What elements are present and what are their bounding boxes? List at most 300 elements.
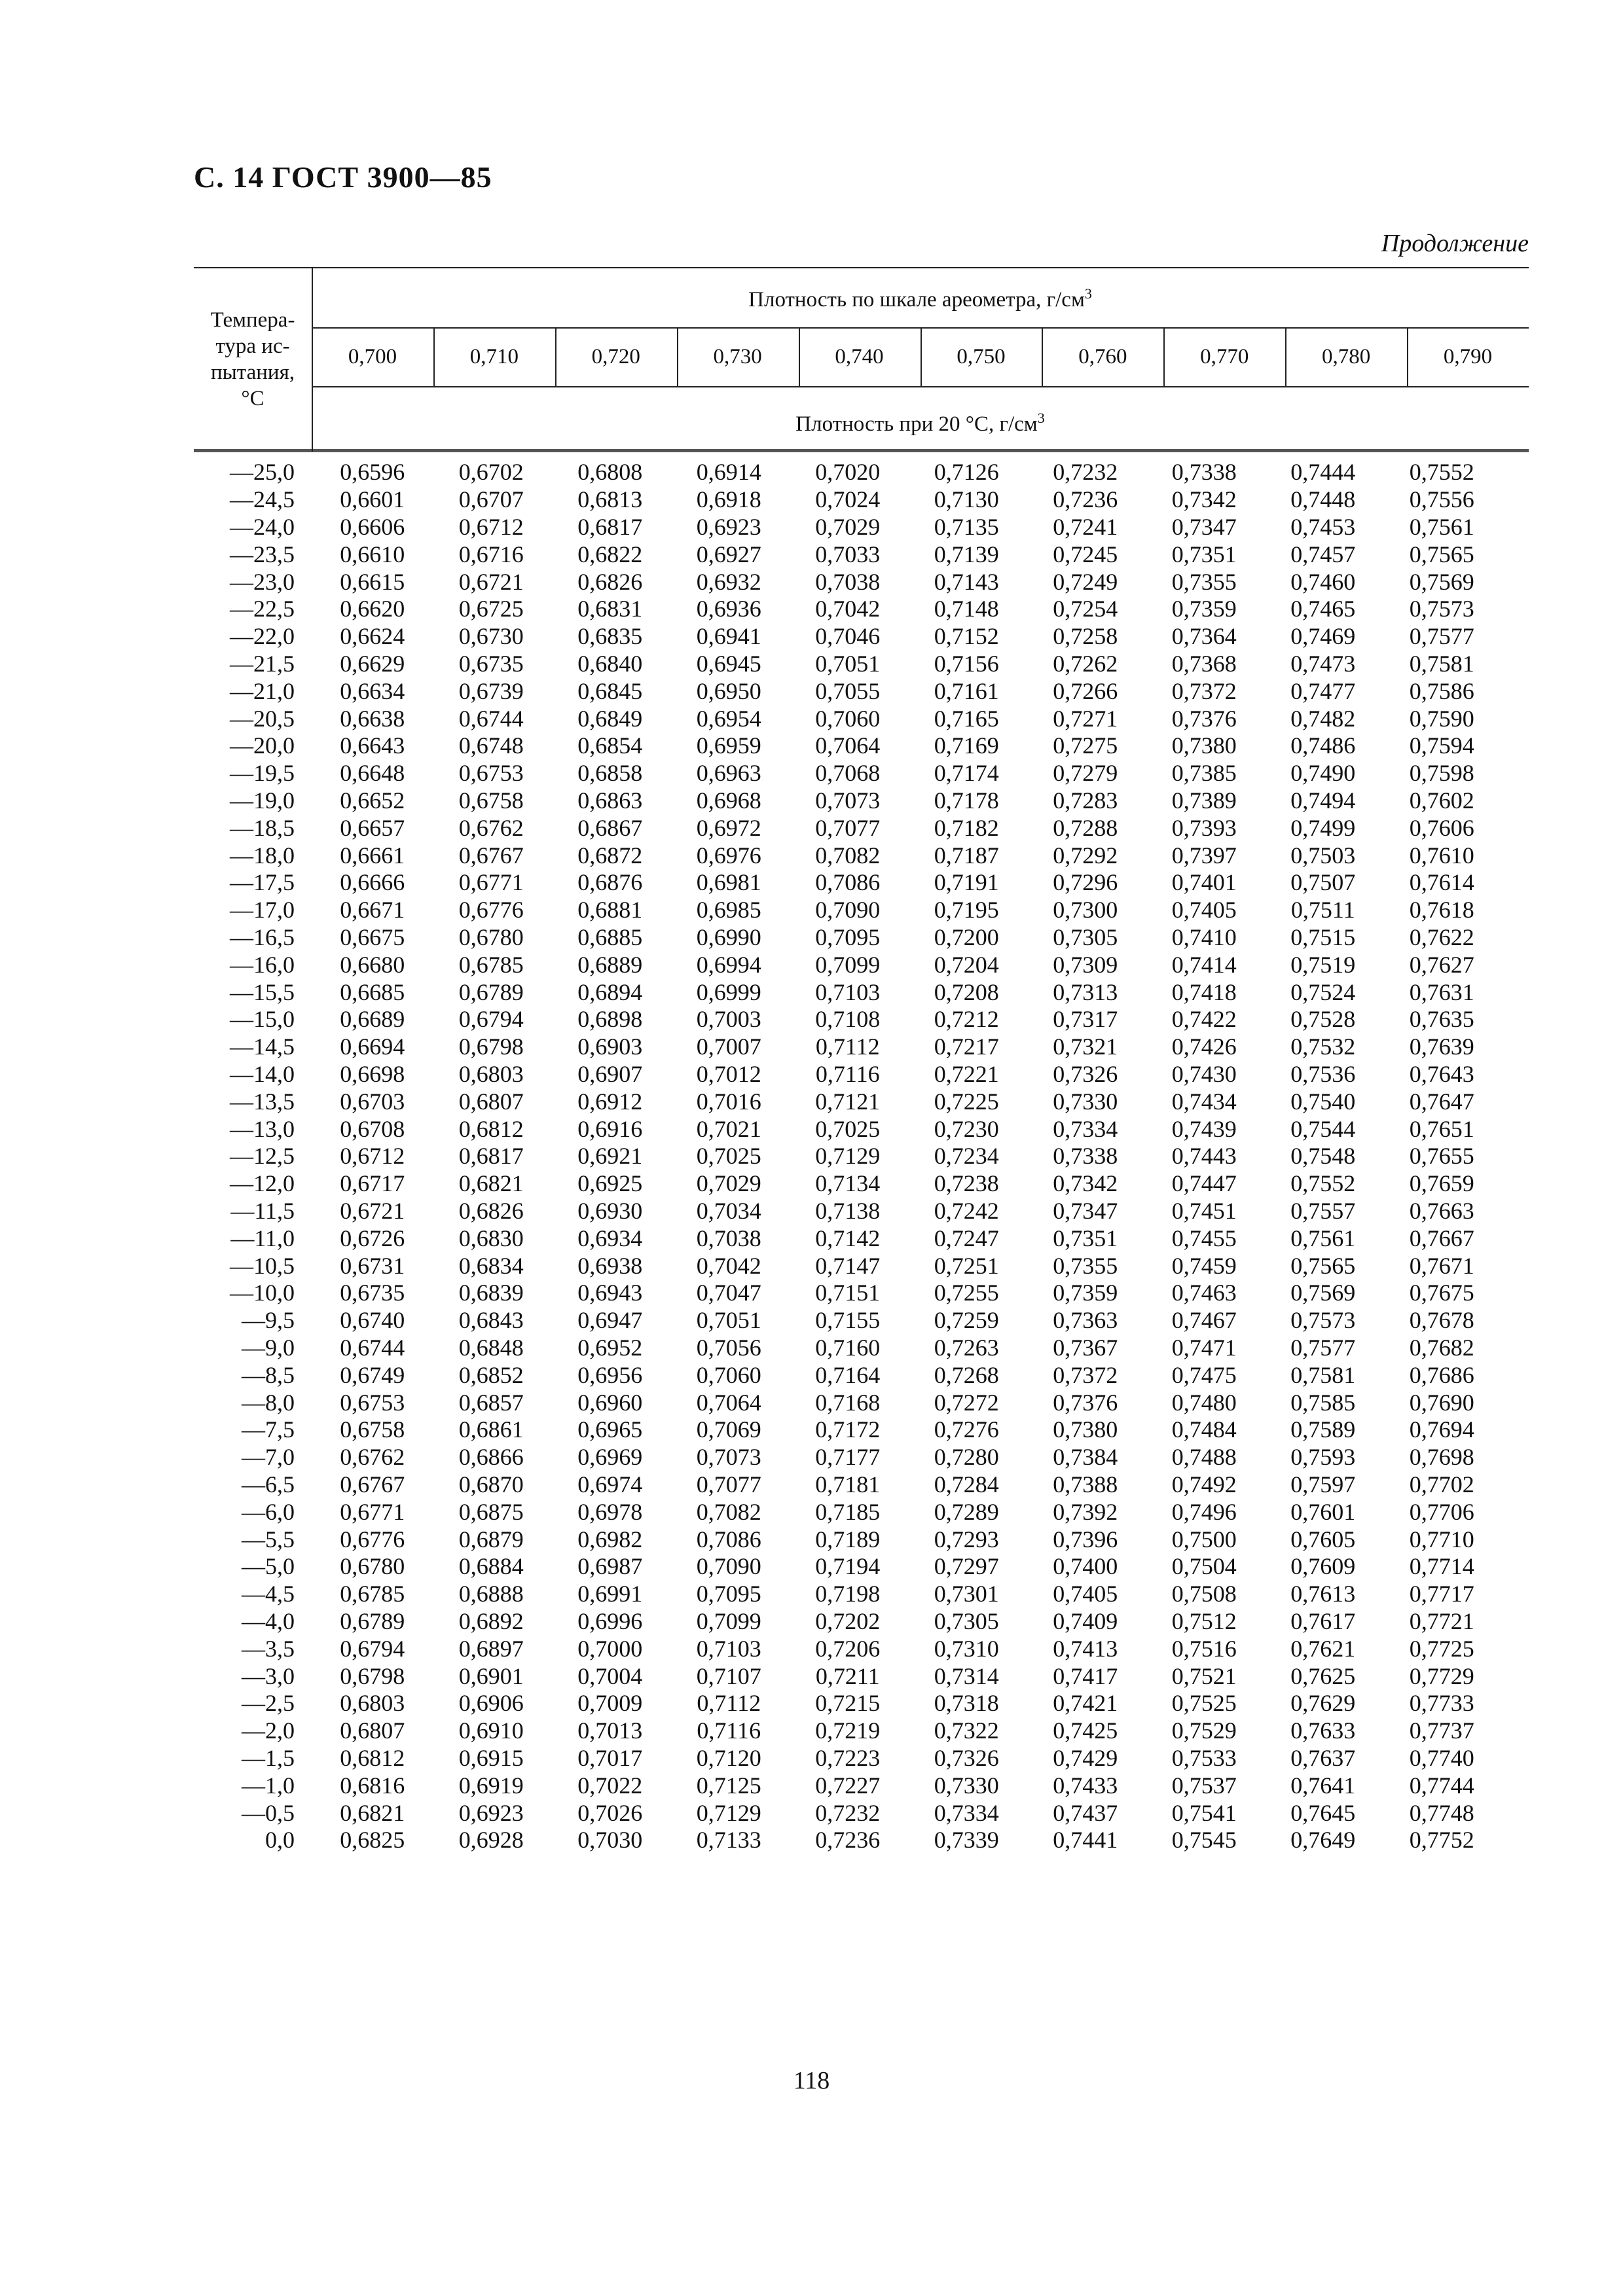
density-cell: 0,7211 [815, 1663, 880, 1689]
density-cell: 0,7477 [1290, 678, 1356, 704]
table-row [194, 1225, 1529, 1252]
density-cell: 0,7444 [1290, 459, 1356, 485]
density-cell: 0,6861 [458, 1416, 524, 1443]
density-20-label: Плотность при 20 °С, г/см [795, 412, 1038, 436]
temperature-cell: —20,5 [230, 706, 295, 732]
density-cell: 0,7585 [1290, 1390, 1356, 1416]
density-cell: 0,7060 [815, 706, 881, 732]
column-divider [1042, 327, 1043, 386]
density-cell: 0,7330 [1053, 1088, 1118, 1115]
density-cell: 0,7418 [1171, 979, 1237, 1005]
density-cell: 0,7038 [815, 569, 881, 595]
density-cell: 0,7389 [1171, 787, 1237, 814]
density-cell: 0,6947 [577, 1307, 643, 1333]
density-cell: 0,6803 [458, 1061, 524, 1087]
density-cell: 0,6881 [577, 897, 643, 923]
density-cell: 0,7372 [1171, 678, 1237, 704]
density-cell: 0,7293 [934, 1526, 999, 1552]
table-row [194, 896, 1529, 924]
density-cell: 0,6789 [340, 1608, 405, 1634]
density-cell: 0,7142 [815, 1225, 881, 1251]
density-cell: 0,7112 [697, 1690, 761, 1716]
density-cell: 0,7234 [934, 1143, 999, 1169]
density-cell: 0,7016 [696, 1088, 761, 1115]
row-group [194, 1552, 1529, 1689]
density-cell: 0,7473 [1290, 651, 1356, 677]
density-cell: 0,7338 [1171, 459, 1237, 485]
density-cell: 0,6892 [458, 1608, 524, 1634]
density-cell: 0,6730 [458, 623, 524, 649]
table-row [194, 1826, 1529, 1854]
table-row [194, 1005, 1529, 1033]
density-cell: 0,7663 [1409, 1198, 1474, 1224]
density-cell: 0,6753 [458, 760, 524, 786]
density-cell: 0,7376 [1171, 706, 1237, 732]
density-cell: 0,7317 [1053, 1006, 1118, 1032]
temperature-cell: —16,5 [230, 924, 295, 950]
density-cell: 0,7022 [577, 1772, 643, 1799]
density-cell: 0,6840 [577, 651, 643, 677]
density-cell: 0,7129 [696, 1800, 761, 1826]
density-cell: 0,7029 [815, 514, 881, 540]
density-cell: 0,6822 [577, 541, 643, 567]
temperature-cell: —16,0 [230, 952, 295, 978]
density-cell: 0,7165 [934, 706, 999, 732]
density-cell: 0,7139 [934, 541, 999, 567]
density-cell: 0,6879 [458, 1526, 524, 1552]
density-cell: 0,7490 [1290, 760, 1356, 786]
density-cell: 0,7013 [577, 1717, 643, 1744]
density-cell: 0,7694 [1409, 1416, 1474, 1443]
column-header: 0,720 [591, 344, 640, 368]
header-top-rule [194, 267, 1529, 268]
density-cell: 0,7200 [934, 924, 999, 950]
density-cell: 0,7339 [934, 1827, 999, 1853]
density-cell: 0,7073 [815, 787, 881, 814]
density-cell: 0,6748 [458, 732, 524, 759]
table-row [194, 1744, 1529, 1772]
density-cell: 0,7451 [1171, 1198, 1237, 1224]
density-cell: 0,6866 [458, 1444, 524, 1470]
density-cell: 0,7380 [1171, 732, 1237, 759]
density-cell: 0,7232 [815, 1800, 881, 1826]
density-cell: 0,7536 [1290, 1061, 1356, 1087]
row-group [194, 732, 1529, 869]
density-cell: 0,7622 [1409, 924, 1474, 950]
density-cell: 0,7577 [1409, 623, 1474, 649]
temp-header-line-1: Темпера- [210, 308, 295, 332]
density-cell: 0,7565 [1290, 1253, 1356, 1279]
density-cell: 0,7393 [1171, 815, 1237, 841]
density-cell: 0,7355 [1171, 569, 1237, 595]
table-row [194, 1552, 1529, 1580]
density-cell: 0,7245 [1053, 541, 1118, 567]
density-cell: 0,7581 [1290, 1362, 1356, 1388]
density-cell: 0,7296 [1053, 869, 1118, 895]
density-cell: 0,7251 [934, 1253, 999, 1279]
temperature-cell: —9,5 [242, 1307, 295, 1333]
density-cell: 0,6817 [458, 1143, 524, 1169]
density-cell: 0,7532 [1290, 1033, 1356, 1060]
density-cell: 0,7334 [934, 1800, 999, 1826]
density-cell: 0,7143 [934, 569, 999, 595]
density-cell: 0,6925 [577, 1170, 643, 1196]
density-cell: 0,6798 [458, 1033, 524, 1060]
row-group [194, 1142, 1529, 1279]
density-cell: 0,7569 [1290, 1280, 1356, 1306]
density-cell: 0,6712 [340, 1143, 405, 1169]
density-cell: 0,7236 [1053, 486, 1118, 512]
density-cell: 0,6776 [340, 1526, 405, 1552]
temperature-cell: —8,5 [242, 1362, 295, 1388]
table-row [194, 1306, 1529, 1334]
density-cell: 0,7447 [1171, 1170, 1237, 1196]
density-cell: 0,6615 [340, 569, 405, 595]
density-cell: 0,7376 [1053, 1390, 1118, 1416]
temperature-cell: —5,0 [242, 1553, 295, 1579]
temperature-cell: —12,0 [230, 1170, 295, 1196]
table-row [194, 513, 1529, 541]
density-cell: 0,7225 [934, 1088, 999, 1115]
density-cell: 0,7178 [934, 787, 999, 814]
density-cell: 0,6735 [340, 1280, 405, 1306]
density-cell: 0,6963 [696, 760, 761, 786]
density-cell: 0,7367 [1053, 1335, 1118, 1361]
density-cell: 0,6932 [696, 569, 761, 595]
density-cell: 0,7645 [1290, 1800, 1356, 1826]
column-divider [555, 327, 556, 386]
density-cell: 0,7457 [1290, 541, 1356, 567]
density-cell: 0,6831 [577, 596, 643, 622]
density-cell: 0,6648 [340, 760, 405, 786]
density-cell: 0,7359 [1053, 1280, 1118, 1306]
density-cell: 0,6821 [340, 1800, 405, 1826]
density-cell: 0,7026 [577, 1800, 643, 1826]
row-group [194, 1826, 1529, 1963]
table-row [194, 1526, 1529, 1553]
density-cell: 0,6776 [458, 897, 524, 923]
density-cell: 0,7525 [1171, 1690, 1237, 1716]
density-cell: 0,6717 [340, 1170, 405, 1196]
table-row [194, 568, 1529, 596]
density-cell: 0,7714 [1409, 1553, 1474, 1579]
density-cell: 0,7475 [1171, 1362, 1237, 1388]
density-cell: 0,6830 [458, 1225, 524, 1251]
density-cell: 0,6825 [340, 1827, 405, 1853]
density-cell: 0,7168 [815, 1390, 881, 1416]
column-header: 0,790 [1443, 344, 1493, 368]
density-cell: 0,7507 [1290, 869, 1356, 895]
density-cell: 0,7637 [1290, 1745, 1356, 1771]
density-cell: 0,7392 [1053, 1499, 1118, 1525]
density-cell: 0,7082 [696, 1499, 761, 1525]
density-cell: 0,7667 [1409, 1225, 1474, 1251]
density-cell: 0,7363 [1053, 1307, 1118, 1333]
temperature-cell: —3,0 [242, 1663, 295, 1689]
table-row [194, 1580, 1529, 1607]
density-cell: 0,7702 [1409, 1471, 1474, 1498]
density-cell: 0,7219 [815, 1717, 881, 1744]
density-cell: 0,7413 [1053, 1636, 1118, 1662]
density-cell: 0,6941 [696, 623, 761, 649]
table-row [194, 1142, 1529, 1170]
density-cell: 0,7606 [1409, 815, 1474, 841]
density-cell: 0,7103 [815, 979, 881, 1005]
density-cell: 0,7609 [1290, 1553, 1356, 1579]
density-cell: 0,7577 [1290, 1335, 1356, 1361]
density-20-superscript: 3 [1037, 410, 1045, 426]
density-cell: 0,7283 [1053, 787, 1118, 814]
temperature-cell: —17,0 [230, 897, 295, 923]
header-rule-2 [312, 386, 1529, 387]
density-cell: 0,6798 [340, 1663, 405, 1689]
density-cell: 0,7056 [696, 1335, 761, 1361]
density-cell: 0,6934 [577, 1225, 643, 1251]
density-cell: 0,6685 [340, 979, 405, 1005]
table-row [194, 1361, 1529, 1389]
temperature-cell: —18,0 [230, 842, 295, 869]
density-cell: 0,7258 [1053, 623, 1118, 649]
density-cell: 0,7561 [1290, 1225, 1356, 1251]
density-cell: 0,7230 [934, 1116, 999, 1142]
density-cell: 0,6981 [696, 869, 761, 895]
density-cell: 0,6875 [458, 1499, 524, 1525]
table-row [194, 541, 1529, 568]
density-cell: 0,6872 [577, 842, 643, 869]
page-header: С. 14 ГОСТ 3900—85 [194, 160, 492, 194]
density-cell: 0,7151 [815, 1280, 881, 1306]
temperature-cell: —10,5 [230, 1253, 295, 1279]
density-cell: 0,7355 [1053, 1253, 1118, 1279]
density-cell: 0,6652 [340, 787, 405, 814]
density-cell: 0,7227 [815, 1772, 881, 1799]
density-cell: 0,7671 [1409, 1253, 1474, 1279]
density-cell: 0,6852 [458, 1362, 524, 1388]
density-cell: 0,7516 [1171, 1636, 1237, 1662]
density-cell: 0,6839 [458, 1280, 524, 1306]
density-cell: 0,6657 [340, 815, 405, 841]
density-cell: 0,7414 [1171, 952, 1237, 978]
density-cell: 0,7208 [934, 979, 999, 1005]
temperature-cell: —5,5 [242, 1526, 295, 1552]
density-cell: 0,6857 [458, 1390, 524, 1416]
temperature-cell: —8,0 [242, 1390, 295, 1416]
temperature-cell: —19,0 [230, 787, 295, 814]
density-cell: 0,7313 [1053, 979, 1118, 1005]
density-cell: 0,6694 [340, 1033, 405, 1060]
column-header: 0,730 [713, 344, 762, 368]
density-cell: 0,7275 [1053, 732, 1118, 759]
density-cell: 0,7627 [1409, 952, 1474, 978]
density-cell: 0,6876 [577, 869, 643, 895]
density-cell: 0,6643 [340, 732, 405, 759]
density-cell: 0,7046 [815, 623, 881, 649]
density-cell: 0,7155 [815, 1307, 881, 1333]
density-cell: 0,7086 [815, 869, 881, 895]
density-cell: 0,7740 [1409, 1745, 1474, 1771]
column-header: 0,710 [469, 344, 519, 368]
density-cell: 0,7351 [1053, 1225, 1118, 1251]
table-row [194, 842, 1529, 869]
density-cell: 0,7095 [696, 1581, 761, 1607]
table-row [194, 1115, 1529, 1143]
density-cell: 0,7524 [1290, 979, 1356, 1005]
density-cell: 0,6758 [458, 787, 524, 814]
temperature-cell: —24,0 [230, 514, 295, 540]
density-cell: 0,7635 [1409, 1006, 1474, 1032]
density-cell: 0,6794 [458, 1006, 524, 1032]
density-cell: 0,7212 [934, 1006, 999, 1032]
density-cell: 0,7589 [1290, 1416, 1356, 1443]
temperature-cell: —20,0 [230, 732, 295, 759]
density-cell: 0,6634 [340, 678, 405, 704]
table-row [194, 1252, 1529, 1280]
density-cell: 0,6910 [458, 1717, 524, 1744]
temperature-cell: —7,5 [242, 1416, 295, 1443]
density-cell: 0,6821 [458, 1170, 524, 1196]
density-cell: 0,7004 [577, 1663, 643, 1689]
density-cell: 0,7372 [1053, 1362, 1118, 1388]
density-cell: 0,7082 [815, 842, 881, 869]
density-cell: 0,7182 [934, 815, 999, 841]
density-cell: 0,6758 [340, 1416, 405, 1443]
density-cell: 0,6638 [340, 706, 405, 732]
density-cell: 0,6735 [458, 651, 524, 677]
density-cell: 0,7631 [1409, 979, 1474, 1005]
density-cell: 0,7051 [696, 1307, 761, 1333]
density-cell: 0,6943 [577, 1280, 643, 1306]
density-cell: 0,7195 [934, 897, 999, 923]
density-cell: 0,6990 [696, 924, 761, 950]
density-cell: 0,7130 [934, 486, 999, 512]
density-cell: 0,7686 [1409, 1362, 1474, 1388]
density-scale-header [312, 287, 1529, 311]
table-row [194, 1635, 1529, 1662]
density-cell: 0,7279 [1053, 760, 1118, 786]
density-cell: 0,6767 [340, 1471, 405, 1498]
row-group [194, 1005, 1529, 1142]
table-row [194, 1662, 1529, 1690]
density-cell: 0,6739 [458, 678, 524, 704]
density-cell: 0,7300 [1053, 897, 1118, 923]
density-cell: 0,7528 [1290, 1006, 1356, 1032]
density-cell: 0,6885 [577, 924, 643, 950]
density-cell: 0,6661 [340, 842, 405, 869]
density-cell: 0,7347 [1171, 514, 1237, 540]
density-cell: 0,7107 [696, 1663, 761, 1689]
density-cell: 0,6803 [340, 1690, 405, 1716]
density-cell: 0,7068 [815, 760, 881, 786]
density-cell: 0,6985 [696, 897, 761, 923]
density-cell: 0,7552 [1409, 459, 1474, 485]
density-cell: 0,7496 [1171, 1499, 1237, 1525]
header-bottom-rule [194, 449, 1529, 452]
density-cell: 0,7090 [815, 897, 881, 923]
density-cell: 0,7334 [1053, 1116, 1118, 1142]
density-cell: 0,6620 [340, 596, 405, 622]
density-cell: 0,6950 [696, 678, 761, 704]
density-cell: 0,7342 [1171, 486, 1237, 512]
density-cell: 0,7152 [934, 623, 999, 649]
density-cell: 0,6780 [340, 1553, 405, 1579]
density-cell: 0,7116 [697, 1717, 761, 1744]
density-cell: 0,7276 [934, 1416, 999, 1443]
density-cell: 0,7263 [934, 1335, 999, 1361]
density-cell: 0,7242 [934, 1198, 999, 1224]
temperature-cell: —11,5 [230, 1198, 295, 1224]
density-cell: 0,7459 [1171, 1253, 1237, 1279]
density-cell: 0,6721 [458, 569, 524, 595]
density-cell: 0,7134 [815, 1170, 881, 1196]
density-cell: 0,6726 [340, 1225, 405, 1251]
density-cell: 0,7748 [1409, 1800, 1474, 1826]
column-header: 0,700 [348, 344, 397, 368]
density-cell: 0,6863 [577, 787, 643, 814]
density-cell: 0,6601 [340, 486, 405, 512]
density-cell: 0,7651 [1409, 1116, 1474, 1142]
density-cell: 0,7537 [1171, 1772, 1237, 1799]
density-cell: 0,7033 [815, 541, 881, 567]
density-scale-label: Плотность по шкале ареометра, г/см [748, 288, 1085, 312]
density-cell: 0,7519 [1290, 952, 1356, 978]
temperature-cell: —15,0 [230, 1006, 295, 1032]
column-header: 0,760 [1078, 344, 1127, 368]
density-cell: 0,6807 [458, 1088, 524, 1115]
density-cell: 0,6978 [577, 1499, 643, 1525]
density-cell: 0,7177 [815, 1444, 881, 1470]
density-cell: 0,6894 [577, 979, 643, 1005]
density-cell: 0,7380 [1053, 1416, 1118, 1443]
density-cell: 0,6740 [340, 1307, 405, 1333]
table-row [194, 705, 1529, 732]
density-cell: 0,7621 [1290, 1636, 1356, 1662]
density-cell: 0,7017 [577, 1745, 643, 1771]
density-cell: 0,7430 [1171, 1061, 1237, 1087]
density-cell: 0,7364 [1171, 623, 1237, 649]
density-cell: 0,7678 [1409, 1307, 1474, 1333]
density-cell: 0,7453 [1290, 514, 1356, 540]
density-cell: 0,7425 [1053, 1717, 1118, 1744]
density-cell: 0,7400 [1053, 1553, 1118, 1579]
density-cell: 0,6707 [458, 486, 524, 512]
density-cell: 0,6671 [340, 897, 405, 923]
density-cell: 0,6938 [577, 1253, 643, 1279]
table-row [194, 486, 1529, 513]
density-cell: 0,7557 [1290, 1198, 1356, 1224]
density-cell: 0,7401 [1171, 869, 1237, 895]
density-cell: 0,7164 [815, 1362, 881, 1388]
column-divider [1285, 327, 1286, 386]
temperature-cell: —1,0 [242, 1772, 295, 1799]
density-cell: 0,7077 [815, 815, 881, 841]
density-cell: 0,6914 [696, 459, 761, 485]
density-cell: 0,7565 [1409, 541, 1474, 567]
density-cell: 0,7629 [1290, 1690, 1356, 1716]
density-cell: 0,6960 [577, 1390, 643, 1416]
density-cell: 0,7321 [1053, 1033, 1118, 1060]
density-cell: 0,7614 [1409, 869, 1474, 895]
density-cell: 0,7482 [1290, 706, 1356, 732]
table-row [194, 978, 1529, 1006]
density-cell: 0,7121 [815, 1088, 881, 1115]
density-cell: 0,7147 [815, 1253, 881, 1279]
density-cell: 0,7172 [815, 1416, 881, 1443]
density-cell: 0,6854 [577, 732, 643, 759]
density-cell: 0,7169 [934, 732, 999, 759]
density-cell: 0,7540 [1290, 1088, 1356, 1115]
temperature-cell: —0,5 [242, 1800, 295, 1826]
density-cell: 0,7647 [1409, 1088, 1474, 1115]
